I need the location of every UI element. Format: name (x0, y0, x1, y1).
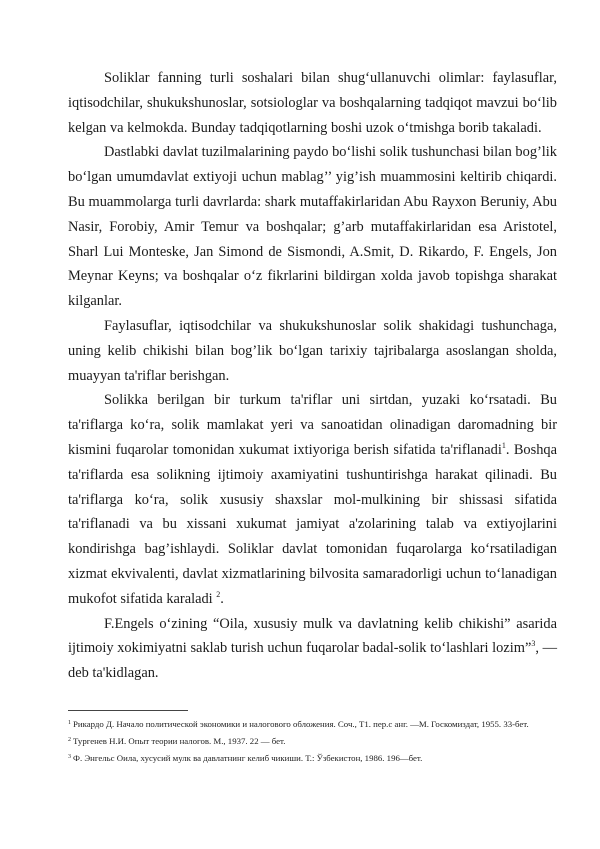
footnote-divider (68, 710, 188, 711)
footnote-1-text: Рикардо Д. Начало политической экономики и налогового обложения. Соч., Т1. пер.с анг. —М. Госкомиздат, 1955. 33-бет. (73, 719, 529, 729)
paragraph-5 (68, 612, 557, 686)
footnote-1 (68, 715, 557, 732)
footnote-2-number: 2 (68, 737, 71, 743)
footnote-ref-2[interactable]: 2 (216, 589, 221, 599)
paragraph-4-text-end: . (220, 590, 224, 607)
paragraph-5-text-cont: , —deb ta'kidlagan. (68, 640, 557, 682)
paragraph-3 (68, 314, 557, 388)
footnote-3 (68, 749, 557, 766)
paragraph-2-text: Dastlabki davlat tuzilmalarining paydo bo‘lishi solik tushunchasi bilan bog’lik bo‘lgan umumdavlat extiyoji uchun mablag’’ yig’ish muammosini keltirib chiqardi. Bu muammolarga turli davrlarda: shark mutaffakirlaridan Abu Rayxon Beruniy, Abu Nasir, Forobiy, Amir Temur va boshqalar; g’arb mutaffakirlaridan esa Aristotel, Sharl Lui Monteske, Jan Simond de Sismondi, A.Smit, D. Rikardo, F. Engels, Jon Meynar Keyns; va boshqalar o‘z fikrlarini bildirgan xolda javob topishga sharakat kilganlar. (68, 144, 557, 310)
footnotes (68, 715, 557, 766)
paragraph-4-text: Solikka berilgan bir turkum ta'riflar uni sirtdan, yuzaki ko‘rsatadi. Bu ta'riflarga ko‘ra, solik mamlakat yeri va sanoatidan olinadigan daromadning bir kismini fuqarolar tomonidan xukumat ixtiyoriga berish sifatida ta'riflanadi (68, 392, 557, 458)
footnote-3-number: 3 (68, 754, 71, 760)
footnote-2-text: Тургенев Н.И. Опыт теории налогов. М., 1937. 22 — бет. (73, 736, 286, 746)
document-body (68, 66, 557, 686)
paragraph-5-text: F.Engels o‘zining “Oila, xususiy mulk va davlatning kelib chikishi” asarida ijtimoiy xokimiyatni saklab turish uchun fuqarolar badal-solik to‘lashlari lozim” (68, 615, 557, 657)
paragraph-2 (68, 140, 557, 314)
paragraph-1 (68, 66, 557, 140)
footnote-ref-3[interactable]: 3 (531, 639, 536, 649)
paragraph-1-text: Soliklar fanning turli soshalari bilan shug‘ullanuvchi olimlar: faylasuflar, iqtisodchilar, shukukshunoslar, sotsiologlar va boshqalarning tadqiqot mavzui bo‘lib kelgan va kelmokda. Bunday tadqiqotlarning boshi uzok o‘tmishga borib takaladi. (68, 70, 557, 136)
footnote-1-number: 1 (68, 720, 71, 726)
paragraph-4 (68, 388, 557, 611)
footnote-ref-1[interactable]: 1 (501, 440, 506, 450)
paragraph-4-text-cont: . Boshqa ta'riflarda esa solikning ijtimoiy axamiyatini tushuntirishga harakat qilinadi. Bu ta'riflarga ko‘ra, solik xususiy shaxslar mol-mulkining bir shissasi sifatida ta'riflanadi va bu xissani xukumat jamiyat a'zolarining talab va extiyojlarini kondirishga bag’ishlaydi. Soliklar davlat tomonidan fuqarolarga ko‘rsatiladigan xizmat ekvivalenti, davlat xizmatlarining bilvosita samaradorligi uchun to‘lanadigan mukofot sifatida karaladi (68, 441, 557, 607)
footnote-2 (68, 732, 557, 749)
paragraph-3-text: Faylasuflar, iqtisodchilar va shukukshunoslar solik shakidagi tushunchaga, uning kelib chikishi bilan bog’lik bo‘lgan tarixiy tajribalarga asoslangan sholda, muayyan ta'riflar berishgan. (68, 317, 557, 384)
footnote-3-text: Ф. Энгельс Оила, хусусий мулк ва давлатнинг келиб чикиши. Т.: Ўзбекистон, 1986. 196—бет. (73, 753, 423, 763)
